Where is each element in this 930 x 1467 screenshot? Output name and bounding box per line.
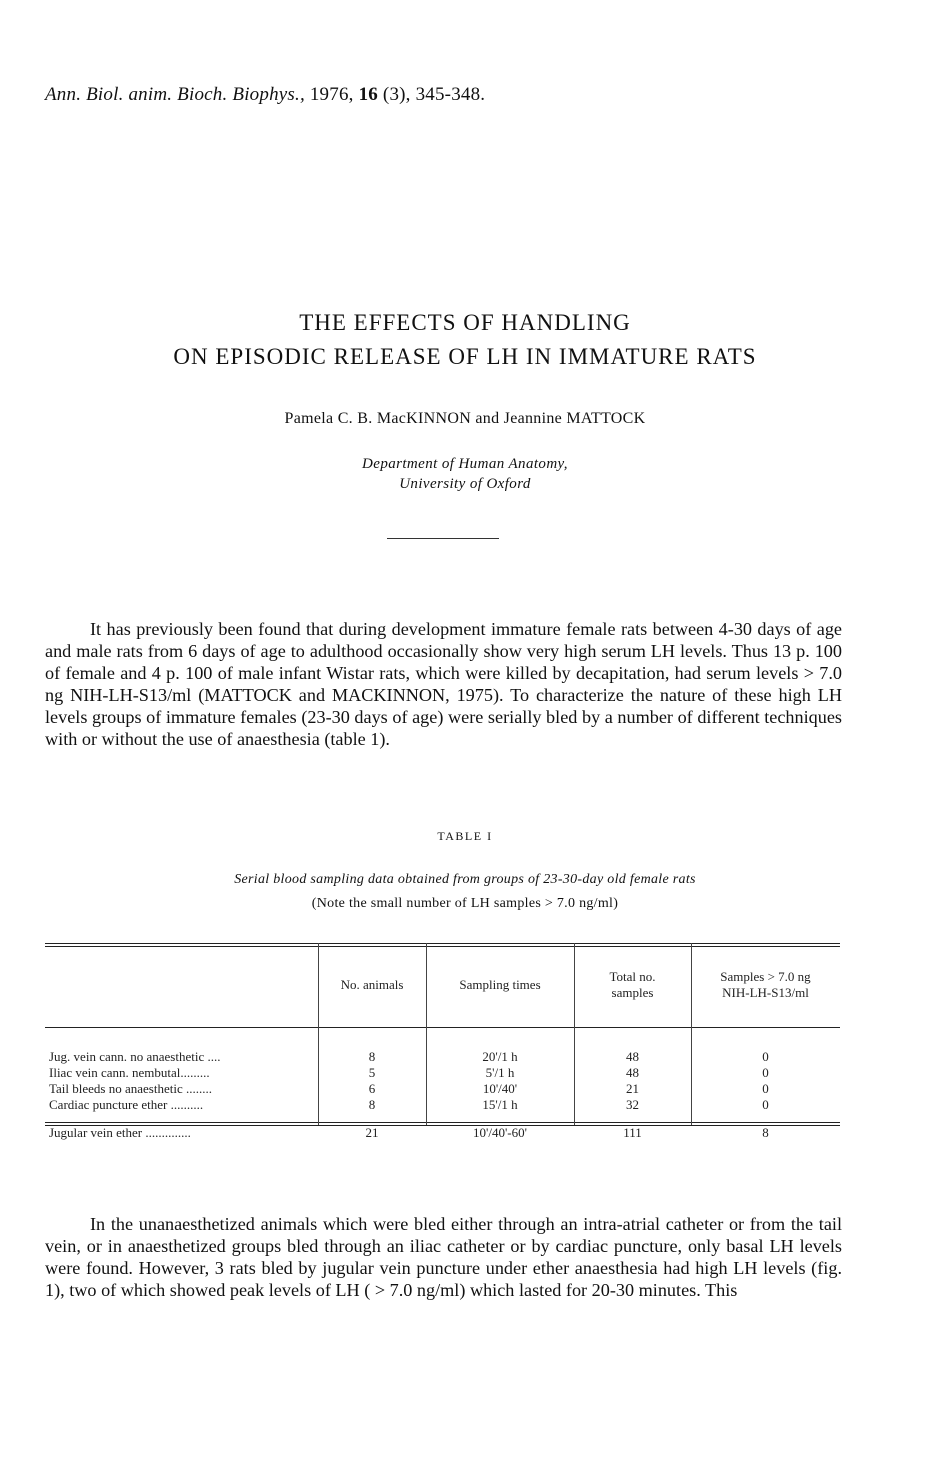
paragraph-intro-text: It has previously been found that during development immature female rats between 4-30 days of age and male rats from 6 days of age to adulthood occasionally show very high serum LH levels. Thus 13 p. 100 of female and 4 p. 100 of male infant Wistar rats, which were killed by decapitation, had serum levels > 7.0 ng NIH-LH-S13/ml (MATTOCK and MACKINNON, 1975). To characterize the nature of these high LH levels groups of immature females (23-30 days of age) were serially bled by a number of different techniques with or without the use of anaesthesia (table 1). [45,619,842,749]
paragraph-intro [45,618,842,750]
header-high-line2: NIH-LH-S13/ml [722,985,809,1000]
table-cell-high: 0 [762,1049,769,1064]
affiliation-department: Department of Human Anatomy, [362,456,568,472]
table-cell-times: 5'/1 h [485,1065,515,1080]
table-cell-total: 111 [623,1125,642,1140]
table-cell-total: 32 [626,1097,639,1112]
table-cell-times: 10'/40'-60' [473,1125,527,1140]
table-cell-high: 0 [762,1097,769,1112]
table-top-rule-2 [45,946,840,947]
journal-issue-pages: (3), 345-348. [382,84,486,105]
table-cell-animals: 6 [368,1081,376,1096]
header-high-line1: Samples > 7.0 ng [720,969,811,984]
header-high-samples [691,969,840,1001]
header-animals: No. animals [340,977,404,992]
header-total-samples [574,969,691,1001]
paragraph-results-text: In the unanaesthetized animals which were bled either through an intra-atrial catheter or from the tail vein, or in anaesthetized groups bled through an iliac catheter or by cardiac puncture, only basal LH levels were found. However, 3 rats bled by jugular vein puncture under ether anaesthesia had high LH levels (fig. 1), two of which showed peak levels of LH ( > 7.0 ng/ml) which lasted for 20-30 minutes. This [45,1214,842,1300]
table-row-label: Tail bleeds no anaesthetic ........ [49,1081,212,1096]
table-cell-animals: 8 [368,1049,376,1064]
title-separator-rule [387,538,499,539]
table-cell-high: 8 [762,1125,769,1140]
data-table [45,943,840,1467]
paper-title-line-1: THE EFFECTS OF HANDLING [299,310,631,335]
table-row-label: Jugular vein ether .............. [49,1125,191,1140]
journal-name: Ann. Biol. anim. Bioch. Biophys., [45,84,305,105]
journal-volume: 16 [358,84,378,105]
table-cell-times: 10'/40' [482,1081,518,1096]
table-note: (Note the small number of LH samples > 7.0 ng/ml) [311,896,619,911]
journal-citation [45,84,485,106]
table-cell-times: 15'/1 h [482,1097,518,1112]
table-caption: Serial blood sampling data obtained from groups of 23-30-day old female rats [234,872,696,887]
paper-title-line-2: ON EPISODIC RELEASE OF LH IN IMMATURE RATS [173,344,757,369]
table-header-rule [45,1027,840,1028]
header-total-line1: Total no. [609,969,656,984]
table-top-rule [45,943,840,944]
table-cell-high: 0 [762,1065,769,1080]
table-cell-total: 48 [626,1065,639,1080]
authors: Pamela C. B. MacKINNON and Jeannine MATTOCK [284,410,646,427]
affiliation-university: University of Oxford [399,476,531,492]
table-cell-animals: 21 [365,1125,379,1140]
table-cell-animals: 5 [368,1065,376,1080]
table-row-label: Iliac vein cann. nembutal......... [49,1065,210,1080]
table-cell-total: 21 [626,1081,639,1096]
header-sampling-times: Sampling times [459,977,541,992]
paragraph-results [45,1213,842,1301]
table-label: TABLE I [437,829,493,843]
table-row-label: Cardiac puncture ether .......... [49,1097,204,1112]
table-cell-high: 0 [762,1081,769,1096]
table-row-label: Jug. vein cann. no anaesthetic .... [49,1049,221,1064]
table-bottom-rule [45,1122,840,1123]
journal-year: 1976, [309,84,354,105]
table-cell-times: 20'/1 h [482,1049,518,1064]
header-total-line2: samples [611,985,654,1000]
table-cell-animals: 8 [368,1097,376,1112]
table-cell-total: 48 [626,1049,639,1064]
